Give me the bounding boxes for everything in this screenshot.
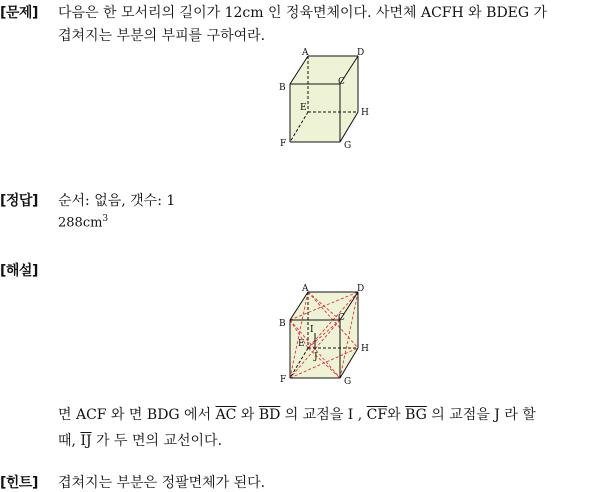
exp-text-1e: 의 교점을 J 라 할 — [426, 407, 536, 423]
answer-value — [58, 214, 108, 230]
label2-B: B — [279, 319, 286, 329]
hint-line-1: 겹쳐지는 부분은 정팔면체가 된다. — [58, 475, 266, 491]
exp-text-2a: 때, — [58, 433, 81, 449]
explanation-line-2 — [58, 430, 222, 450]
label2-C: C — [338, 313, 345, 323]
label2-I: I — [310, 325, 314, 335]
label2-F: F — [280, 375, 287, 385]
label-F: F — [280, 139, 287, 149]
label-G: G — [344, 141, 352, 151]
label-B: B — [279, 83, 286, 93]
answer-line-1: 순서: 없음, 갯수: 1 — [58, 193, 176, 209]
label-C: C — [338, 77, 345, 87]
answer-value-number: 288cm — [58, 215, 103, 231]
cube-figure-1 — [278, 46, 374, 152]
exp-text-2b: 가 두 면의 교선이다. — [91, 433, 223, 449]
label2-J: J — [314, 352, 318, 362]
label-D: D — [357, 48, 365, 58]
segment-BG: $\overline{BG}$ — [405, 407, 427, 423]
answer-exponent: 3 — [102, 214, 109, 224]
label2-D: D — [357, 284, 365, 294]
cube-figure-2 — [278, 282, 374, 388]
label-E: E — [300, 103, 307, 113]
segment-AC: $\overline{AC}$ — [215, 407, 237, 423]
explanation-line-1 — [58, 404, 536, 424]
label2-H: H — [361, 344, 369, 354]
exp-text-1b: 와 — [236, 407, 259, 423]
exp-text-1a: 면 ACF 와 면 BDG 에서 — [58, 407, 216, 423]
exp-text-1d: 와 — [387, 407, 406, 423]
label2-G: G — [344, 377, 352, 387]
problem-tag: [문제] — [0, 5, 38, 21]
explanation-tag: [해설] — [0, 263, 38, 279]
label2-A: A — [302, 284, 309, 294]
segment-IJ: $\overline{IJ}$ — [80, 433, 92, 449]
segment-CF: $\overline{CF}$ — [366, 407, 388, 423]
cube-front-face — [290, 84, 340, 142]
answer-tag: [정답] — [0, 193, 38, 209]
problem-line-1: 다음은 한 모서리의 길이가 12cm 인 정육면체이다. 사면체 ACFH 와 BDEG 가 — [58, 5, 548, 21]
label-H: H — [361, 108, 369, 118]
label-A: A — [302, 48, 309, 58]
label2-E: E — [298, 339, 305, 349]
problem-line-2: 겹쳐지는 부분의 부피를 구하여라. — [58, 28, 266, 44]
exp-text-1c: 의 교점을 I , — [280, 407, 367, 423]
segment-BD: $\overline{BD}$ — [258, 407, 281, 423]
hint-tag: [힌트] — [0, 475, 38, 491]
